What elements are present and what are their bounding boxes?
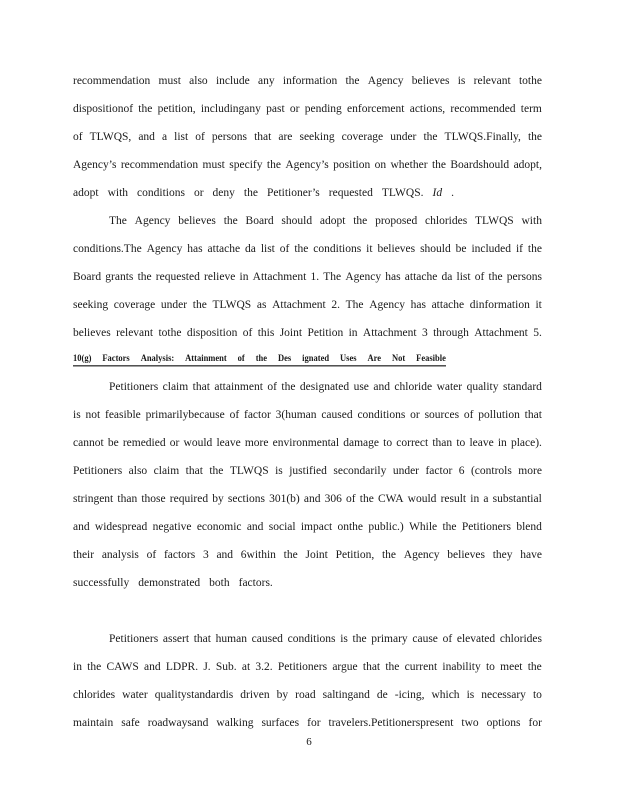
text-line: their analysis of factors 3 and 6within the Joint Petition, the Agency believes they have	[73, 549, 542, 561]
text-line: Petitioners claim that attainment of the designated use and chloride water quality standard	[109, 381, 542, 393]
text-line: Board grants the requested relieve in Attachment 1. The Agency has attache da list of the persons	[73, 271, 542, 283]
text-line: of TLWQS, and a list of persons that are seeking coverage under the TLWQS.Finally, the	[73, 131, 542, 143]
text-line: is not feasible primarilybecause of factor 3(human caused conditions or sources of pollution that	[73, 409, 542, 421]
text-line: in the CAWS and LDPR. J. Sub. at 3.2. Petitioners argue that the current inability to meet the	[73, 661, 542, 673]
text-line: Petitioners assert that human caused conditions is the primary cause of elevated chlorides	[109, 633, 542, 645]
text-line: conditions.The Agency has attache da list of the conditions it believes should be included if the	[73, 243, 542, 255]
text-line: adopt with conditions or deny the Petitioner’s requested TLWQS. Id .	[73, 187, 454, 199]
text-line: successfully demonstrated both factors.	[73, 577, 273, 589]
page-number: 6	[306, 736, 312, 748]
text-line: chlorides water qualitystandardis driven by road saltingand de -icing, which is necessary to	[73, 689, 542, 701]
text-line: seeking coverage under the TLWQS as Attachment 2. The Agency has attache dinformation it	[73, 299, 542, 311]
text-line: recommendation must also include any information the Agency believes is relevant tothe	[73, 75, 542, 87]
section-heading: 10(g) Factors Analysis: Attainment of the Des ignated Uses Are Not Feasible	[73, 351, 446, 367]
text-line: Petitioners also claim that the TLWQS is justified secondarily under factor 6 (controls more	[73, 465, 542, 477]
text-line: dispositionof the petition, includingany past or pending enforcement actions, recommended term	[73, 103, 542, 115]
text-line: believes relevant tothe disposition of this Joint Petition in Attachment 3 through Attachment 5.	[73, 327, 542, 339]
text-line: and widespread negative economic and social impact onthe public.) While the Petitioners blend	[73, 521, 542, 533]
text-line: stringent than those required by sections 301(b) and 306 of the CWA would result in a substantial	[73, 493, 542, 505]
text-line: cannot be remedied or would leave more environmental damage to correct than to leave in place).	[73, 437, 542, 449]
text-line: The Agency believes the Board should adopt the proposed chlorides TLWQS with	[109, 215, 542, 227]
text-line: Agency’s recommendation must specify the Agency’s position on whether the Boardshould adopt,	[73, 159, 542, 171]
text-line: maintain safe roadwaysand walking surfaces for travelers.Petitionerspresent two options for	[73, 717, 542, 729]
